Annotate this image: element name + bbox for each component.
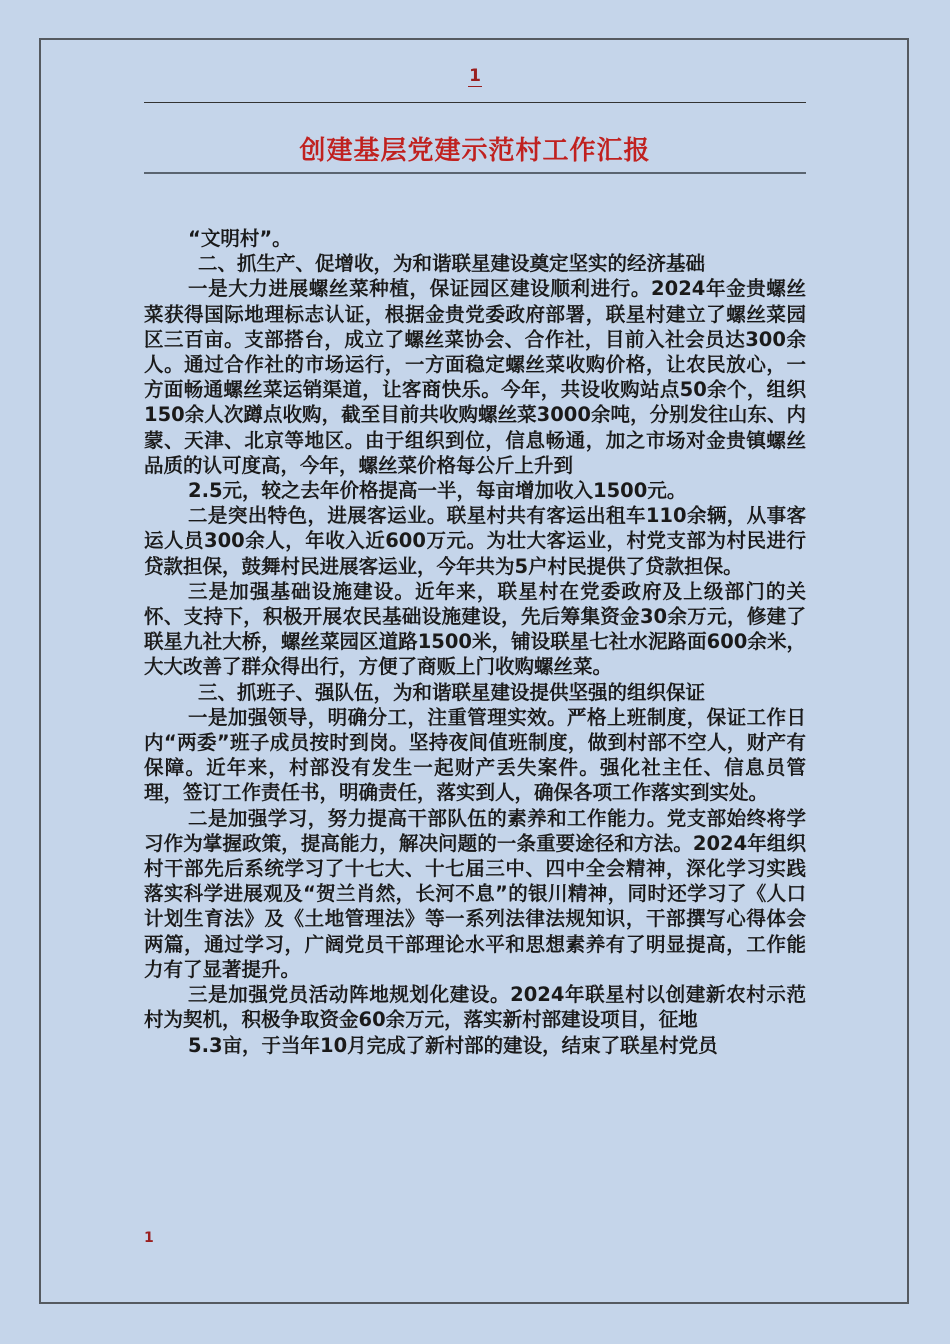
section-heading: 二、抓生产、促增收，为和谐联星建设奠定坚实的经济基础 <box>198 252 706 276</box>
document-title: 创建基层党建示范村工作汇报 <box>299 136 651 166</box>
paragraph: 一是加强领导，明确分工，注重管理实效。严格上班制度，保证工作日内“两委”班子成员按时到岗。坚持夜间值班制度，做到村部不空人，财产有保障。近年来，村部没有发生一起财产丢失案件。强化社主任、信息员管理，签订工作责任书，明确责任，落实到人，确保各项工作落实到实处。 <box>144 705 806 805</box>
paragraph: 三是加强基础设施建设。近年来，联星村在党委政府及上级部门的关怀、支持下，积极开展农民基础设施建设，先后筹集资金30余万元，修建了联星九社大桥，螺丝菜园区道路1500米，铺设联星七社水泥路面600余米，大大改善了群众得出行，方便了商贩上门收购螺丝菜。 <box>144 579 806 679</box>
paragraph: 一是大力进展螺丝菜种植，保证园区建设顺利进行。2024年金贵螺丝菜获得国际地理标志认证，根据金贵党委政府部署，联星村建立了螺丝菜园区三百亩。支部搭台，成立了螺丝菜协会、合作社，目前入社会员达300余人。通过合作社的市场运行，一方面稳定螺丝菜收购价格，让农民放心，一方面畅通螺丝菜运销渠道，让客商快乐。今年，共设收购站点50余个，组织150余人次蹲点收购，截至目前共收购螺丝菜3000余吨，分别发往山东、内蒙、天津、北京等地区。由于组织到位，信息畅通，加之市场对金贵镇螺丝品质的认可度高，今年，螺丝菜价格每公斤上升到 <box>144 277 806 477</box>
paragraph: 5.3亩，于当年10月完成了新村部的建设，结束了联星村党员 <box>188 1033 718 1057</box>
paragraph: 2.5元，较之去年价格提高一半，每亩增加收入1500元。 <box>188 479 687 503</box>
paragraph: “文明村”。 <box>188 227 292 250</box>
paragraph: 三是加强党员活动阵地规划化建设。2024年联星村以创建新农村示范村为契机，积极争取资金60余万元，落实新村部建设项目，征地 <box>144 983 806 1032</box>
paragraph: 二是加强学习，努力提高干部队伍的素养和工作能力。党支部始终将学习作为掌握政策，提高能力，解决问题的一条重要途径和方法。2024年组织村干部先后系统学习了十七大、十七届三中、四中全会精神，深化学习实践落实科学进展观及“贺兰肖然，长河不息”的银川精神，同时还学习了《人口计划生育法》及《土地管理法》等一系列法律法规知识，干部撰写心得体会两篇，通过学习，广阔党员干部理论水平和思想素养有了明显提高，工作能力有了显著提升。 <box>144 806 806 981</box>
footer-page-number: 1 <box>144 1230 154 1246</box>
paragraph: 二是突出特色，进展客运业。联星村共有客运出租车110余辆，从事客运人员300余人，年收入近600万元。为壮大客运业，村党支部为村民进行贷款担保，鼓舞村民进展客运业，今年共为5户村民提供了贷款担保。 <box>144 504 806 578</box>
title-divider <box>144 172 806 174</box>
document-body <box>144 226 806 1058</box>
section-heading: 三、抓班子、强队伍，为和谐联星建设提供坚强的组织保证 <box>198 680 706 704</box>
header-page-number: 1 <box>469 66 481 86</box>
header-divider <box>144 102 806 103</box>
